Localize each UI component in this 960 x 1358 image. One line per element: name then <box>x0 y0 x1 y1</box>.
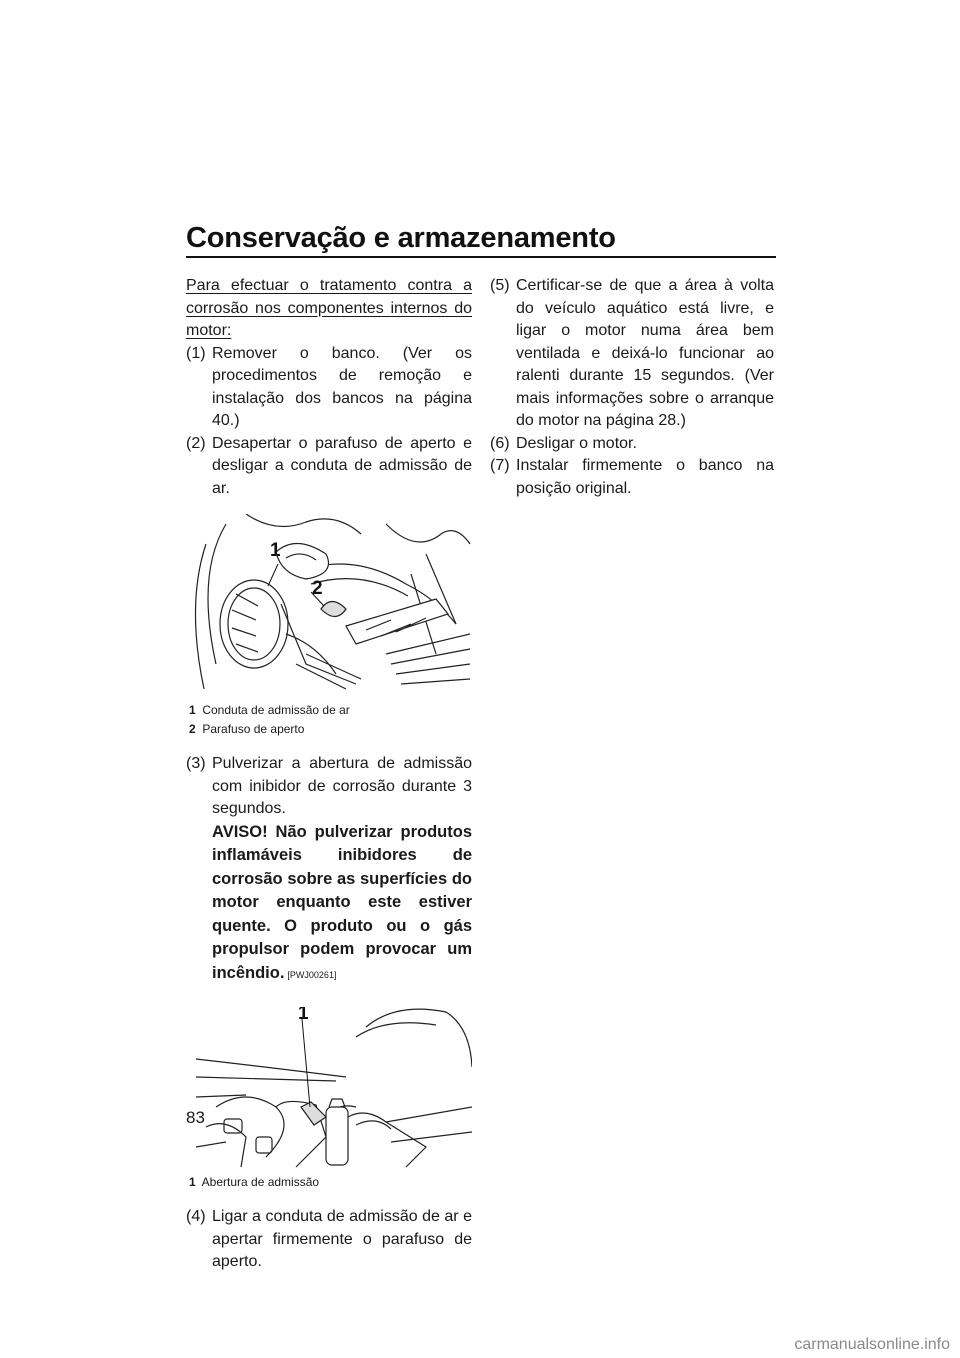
step-number: (4) <box>186 1208 206 1225</box>
step-number: (6) <box>490 434 510 452</box>
step-number: (2) <box>186 434 206 452</box>
legend-item: 1 Abertura de admissão <box>189 1175 320 1189</box>
right-column <box>490 275 774 500</box>
step-text: Remover o banco. (Ver os procedimentos de remoção e instalação dos bancos na página 40.) <box>212 344 472 429</box>
step-text: Instalar firmemente o banco na posição original. <box>516 457 774 497</box>
title-rule <box>186 256 776 258</box>
step-6 <box>490 433 774 456</box>
watermark: carmanualsonline.info <box>794 1336 950 1353</box>
figure-air-intake-duct <box>186 514 472 697</box>
step-text: Ligar a conduta de admissão de ar e apertar firmemente o parafuso de aperto. <box>212 1208 472 1270</box>
callout-2: 2 <box>312 578 323 599</box>
legend-item: 2 Parafuso de aperto <box>189 722 305 736</box>
step-text: Certificar-se de que a área à volta do veículo aquático está livre, e ligar o motor numa área bem ventilada e deixá-lo funcionar ao ralenti durante 15 segundos. (Ver mais informações sobre o arranque do motor na página 28.) <box>516 277 774 429</box>
reference-code: [PWJ00261] <box>287 969 337 980</box>
step-1 <box>186 343 472 433</box>
step-text: Desapertar o parafuso de aperto e desligar a conduta de admissão de ar. <box>212 434 472 497</box>
step-2 <box>186 433 472 501</box>
figure-intake-opening <box>186 1007 472 1169</box>
step-text: Pulverizar a abertura de admissão com inibidor de corrosão durante 3 segundos. <box>212 755 472 817</box>
legend-item: 1 Conduta de admissão de ar <box>189 703 350 717</box>
left-column <box>186 275 472 1274</box>
section-heading: Para efectuar o tratamento contra a corrosão nos componentes internos do motor: <box>186 277 472 339</box>
step-number: (7) <box>490 457 510 474</box>
step-5 <box>490 275 774 433</box>
callout-1: 1 <box>298 1007 309 1024</box>
warning-text: AVISO! Não pulverizar produtos inflamáveis inibidores de corrosão sobre as superfícies do motor enquanto este estiver quente. O produto ou o gás propulsor podem provocar um incêndio. [PWJ00261] <box>212 822 472 982</box>
page-number: 83 <box>186 1108 205 1127</box>
callout-1: 1 <box>270 540 281 561</box>
step-4 <box>186 1206 472 1274</box>
step-7 <box>490 455 774 500</box>
step-number: (3) <box>186 755 206 772</box>
figure-legend <box>189 701 472 739</box>
step-3 <box>186 753 472 987</box>
figure-legend <box>189 1173 472 1192</box>
page-title: Conservação e armazenamento <box>186 222 616 254</box>
engine-illustration-1 <box>186 514 472 697</box>
step-number: (5) <box>490 277 510 294</box>
step-number: (1) <box>186 344 206 362</box>
engine-illustration-2 <box>186 1007 472 1169</box>
step-text: Desligar o motor. <box>516 434 637 452</box>
